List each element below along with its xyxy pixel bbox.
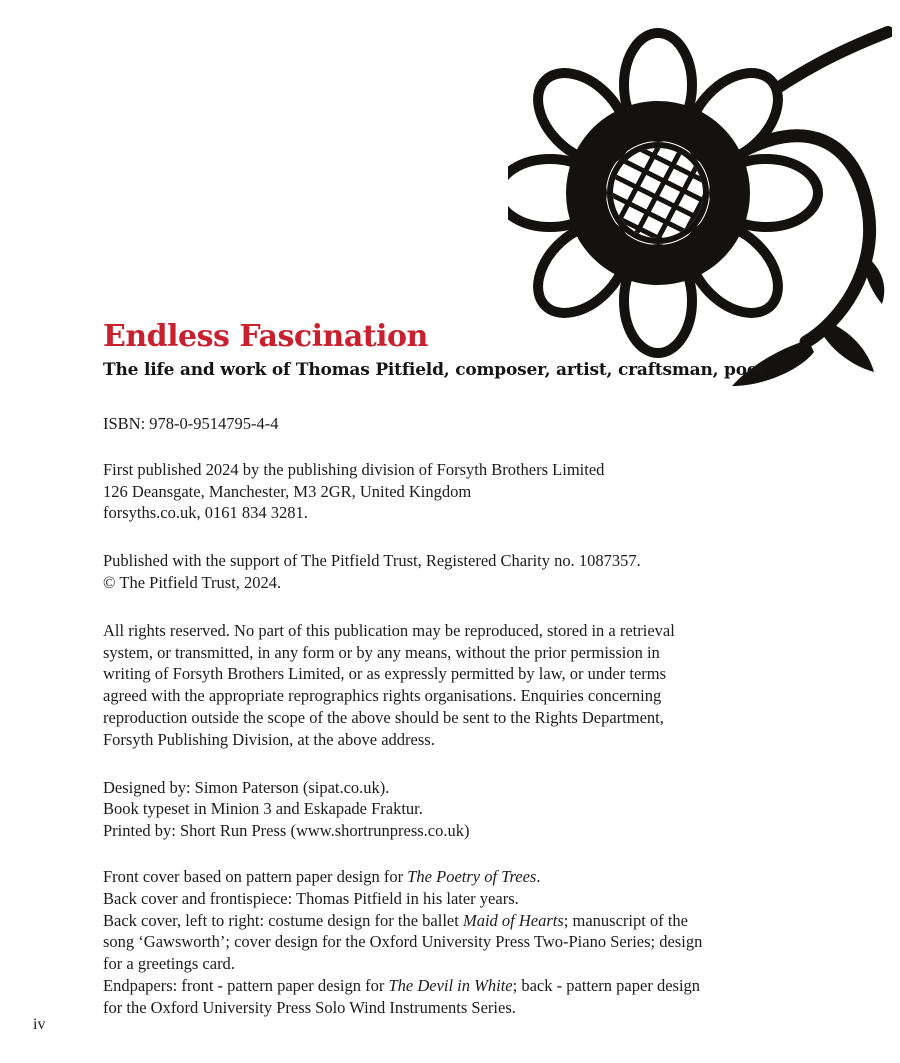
page-number: iv [33,1016,46,1033]
credits-block: Designed by: Simon Paterson (sipat.co.uk). Book typeset in Minion 3 and Eskapade Fraktur. Printed by: Short Run Press (www.shortrunpress.co.uk) [103,777,470,841]
trust-block: Published with the support of The Pitfield Trust, Registered Charity no. 1087357. © The Pitfield Trust, 2024. [103,551,641,592]
covers-block: Front cover based on pattern paper design for The Poetry of Trees. Back cover and frontispiece: Thomas Pitfield in his later years. Back cover, left to right: costume design for the ballet Maid of Hearts; manuscript of the song ‘Gawsworth’; cover design for the Oxford University Press Two-Piano Series; design for a greetings card. Endpapers: front - pattern paper design for The Devil in White; back - pattern paper design for the Oxford University Press Solo Wind Instruments Series. [103,866,703,1017]
book-title: Endless Fascination [103,319,428,354]
rights-block: All rights reserved. No part of this publication may be reproduced, stored in a retrieval system, or transmitted, in any form or by any means, without the prior permission in writing of Forsyth Brothers Limited, or as expressly permitted by law, or under terms agreed with the appropriate reprographics rights organisations. Enquiries concerning reproduction outside the scope of the above should be sent to the Rights Department, Forsyth Publishing Division, at the above address. [103,620,675,749]
colophon-content [103,0,803,1019]
publisher-block: First published 2024 by the publishing division of Forsyth Brothers Limited 126 Deansgate, Manchester, M3 2GR, United Kingdom forsyths.co.uk, 0161 834 3281. [103,459,605,523]
isbn-line: ISBN: 978-0-9514795-4-4 [103,414,279,433]
book-subtitle: The life and work of Thomas Pitfield, composer, artist, craftsman, poet [103,360,766,380]
